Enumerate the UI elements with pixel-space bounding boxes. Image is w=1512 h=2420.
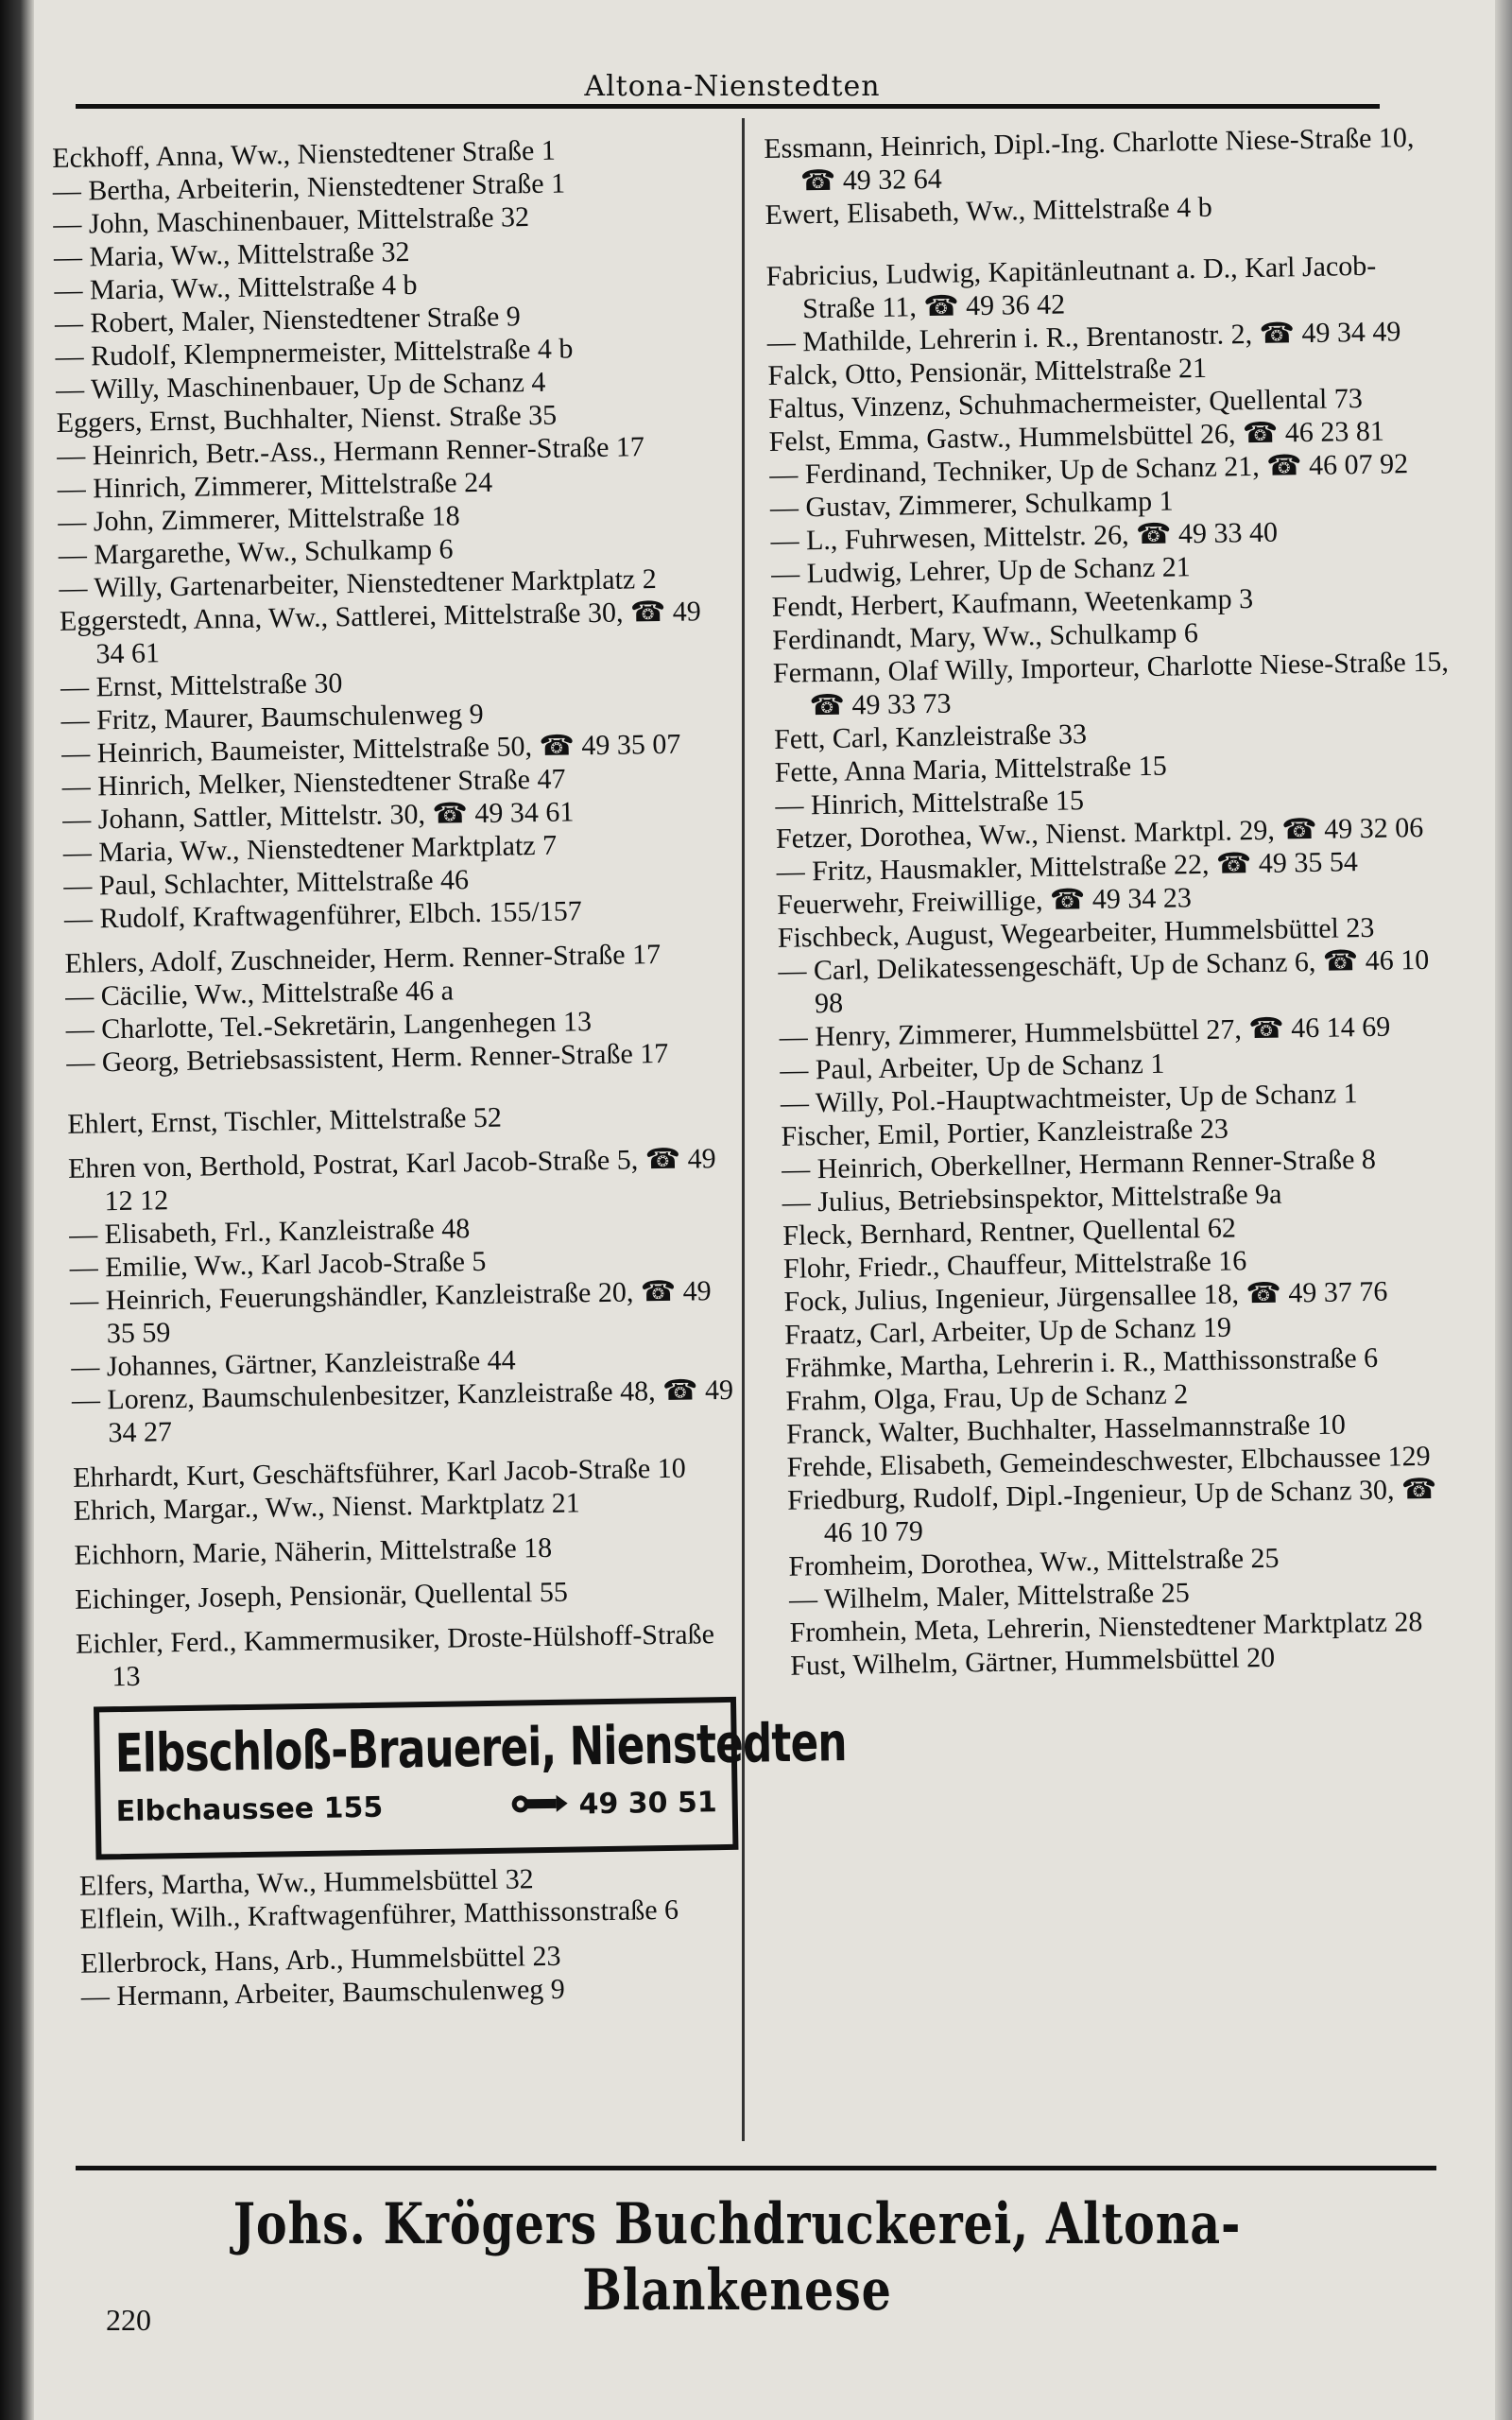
directory-entry: — Heinrich, Feuerungshändler, Kanzleistraße 20, ☎ 49 35 59	[70, 1275, 712, 1350]
directory-entry: — Ferdinand, Techniker, Up de Schanz 21, ☎ 46 07 92	[769, 448, 1409, 491]
page-number: 220	[106, 2303, 151, 2337]
right-entries	[764, 120, 1471, 1682]
left-entries	[52, 131, 747, 1694]
directory-entry: Falck, Otto, Pensionär, Mittelstraße 21	[767, 352, 1208, 391]
left-entries-after-ad	[79, 1859, 752, 2014]
directory-entry: Fett, Carl, Kanzleistraße 33	[773, 718, 1088, 755]
directory-entry: Ewert, Elisabeth, Ww., Mittelstraße 4 b	[765, 191, 1212, 231]
ad-address: Elbchaussee 155	[115, 1790, 384, 1829]
directory-entry: Essmann, Heinrich, Dipl.-Ing. Charlotte Niese-Straße 10, ☎ 49 32 64	[764, 121, 1415, 198]
directory-entry: — Hinrich, Melker, Nienstedtener Straße 47	[61, 763, 566, 803]
directory-entry: Fabricius, Ludwig, Kapitänleutnant a. D., Karl Jacob-Straße 11, ☎ 49 36 42	[765, 250, 1377, 325]
bottom-rule	[76, 2166, 1436, 2170]
telephone-icon	[510, 1789, 570, 1823]
directory-entry: Fleck, Bernhard, Rentner, Quellental 62	[782, 1212, 1237, 1252]
left-column	[52, 131, 848, 2014]
ad-phone-number: 49 30 51	[578, 1786, 717, 1822]
directory-entry: — Hinrich, Zimmerer, Mittelstraße 24	[57, 466, 493, 505]
directory-entry: — Paul, Schlachter, Mittelstraße 46	[63, 864, 470, 902]
top-rule	[76, 104, 1380, 109]
directory-entry: — Hermann, Arbeiter, Baumschulenweg 9	[80, 1973, 566, 2013]
directory-entry: Eggers, Ernst, Buchhalter, Nienst. Straße 35	[56, 399, 558, 439]
directory-entry: — John, Zimmerer, Mittelstraße 18	[58, 500, 460, 538]
directory-entry: — Maria, Ww., Mittelstraße 32	[53, 236, 410, 273]
directory-entry: — Carl, Delikatessengeschäft, Up de Schanz 6, ☎ 46 10 98	[778, 943, 1430, 1020]
directory-entry: Fock, Julius, Ingenieur, Jürgensallee 18, ☎ 49 37 76	[783, 1275, 1388, 1318]
directory-entry: — Cäcilie, Ww., Mittelstraße 46 a	[64, 975, 455, 1012]
directory-entry: — Julius, Betriebsinspektor, Mittelstraße 9a	[782, 1178, 1282, 1219]
directory-entry: — Wilhelm, Maler, Mittelstraße 25	[788, 1577, 1190, 1616]
directory-entry: Elflein, Wilh., Kraftwagenführer, Matthissonstraße 6	[79, 1893, 679, 1935]
directory-entry: Flohr, Friedr., Chauffeur, Mittelstraße 16	[782, 1245, 1247, 1285]
ad-title: Elbschloß-Brauerei, Nienstedten	[114, 1712, 848, 1786]
directory-entry: — Rudolf, Kraftwagenführer, Elbch. 155/157	[63, 895, 582, 935]
directory-entry: — Henry, Zimmerer, Hummelsbüttel 27, ☎ 46 14 69	[779, 1011, 1391, 1053]
brewery-advertisement	[94, 1697, 848, 1860]
directory-entry: — Emilie, Ww., Karl Jacob-Straße 5	[69, 1245, 487, 1284]
directory-entry: Ehlert, Ernst, Tischler, Mittelstraße 52	[67, 1101, 503, 1140]
directory-entry: Eckhoff, Anna, Ww., Nienstedtener Straße 1	[52, 134, 557, 174]
directory-entry: — Hinrich, Mittelstraße 15	[775, 785, 1085, 821]
directory-entry: — Mathilde, Lehrerin i. R., Brentanostr. 2, ☎ 49 34 49	[766, 316, 1401, 358]
directory-entry: — Fritz, Hausmakler, Mittelstraße 22, ☎ 49 35 54	[776, 846, 1359, 888]
directory-entry: Fischer, Emil, Portier, Kanzleistraße 23	[781, 1113, 1229, 1152]
directory-entry: Eichinger, Joseph, Pensionär, Quellental 55	[74, 1576, 569, 1616]
directory-entry: Frehde, Elisabeth, Gemeindeschwester, Elbchaussee 129	[786, 1440, 1431, 1483]
directory-entry: — Elisabeth, Frl., Kanzleistraße 48	[68, 1213, 471, 1251]
ad-contact-row	[115, 1786, 716, 1828]
directory-entry: Frahm, Olga, Frau, Up de Schanz 2	[785, 1378, 1189, 1417]
page-binding-shadow	[0, 0, 34, 2420]
directory-entry: Ellerbrock, Hans, Arb., Hummelsbüttel 23	[80, 1940, 561, 1979]
directory-entry: — Maria, Ww., Mittelstraße 4 b	[54, 268, 418, 306]
directory-entry: Elfers, Martha, Ww., Hummelsbüttel 32	[78, 1863, 534, 1902]
directory-entry: — Georg, Betriebsassistent, Herm. Renner-Straße 17	[66, 1037, 669, 1079]
directory-entry: Fraatz, Carl, Arbeiter, Up de Schanz 19	[783, 1311, 1232, 1351]
directory-entry: — Willy, Gartenarbeiter, Nienstedtener Marktplatz 2	[59, 563, 657, 604]
directory-entry: Faltus, Vinzenz, Schuhmachermeister, Quellental 73	[767, 382, 1364, 424]
directory-entry: Fendt, Herbert, Kaufmann, Weetenkamp 3	[771, 583, 1254, 623]
directory-entry: — Ernst, Mittelstraße 30	[60, 667, 343, 703]
directory-entry: — Johannes, Gärtner, Kanzleistraße 44	[71, 1344, 516, 1383]
directory-entry: Feuerwehr, Freiwillige, ☎ 49 34 23	[776, 882, 1193, 921]
page-right-edge	[1495, 0, 1512, 2420]
directory-entry: — Heinrich, Oberkellner, Hermann Renner-Straße 8	[781, 1143, 1377, 1185]
directory-entry: Ehrich, Margar., Ww., Nienst. Marktplatz 21	[73, 1487, 580, 1527]
running-head: Altona-Nienstedten	[584, 70, 881, 103]
directory-entry: Friedburg, Rudolf, Dipl.-Ingenieur, Up de Schanz 30, ☎ 46 10 79	[786, 1473, 1437, 1549]
right-column	[764, 120, 1471, 1682]
directory-entry: Fetzer, Dorothea, Ww., Nienst. Marktpl. 29, ☎ 49 32 06	[775, 811, 1424, 855]
directory-entry: Ferdinandt, Mary, Ww., Schulkamp 6	[772, 617, 1199, 656]
directory-entry: — Rudolf, Klempnermeister, Mittelstraße 4 b	[55, 333, 574, 372]
directory-entry: — Lorenz, Baumschulenbesitzer, Kanzleistraße 48, ☎ 49 34 27	[71, 1374, 734, 1449]
directory-entry: — Gustav, Zimmerer, Schulkamp 1	[769, 485, 1174, 524]
directory-entry: Fromhein, Meta, Lehrerin, Nienstedtener Marktplatz 28	[789, 1606, 1423, 1649]
directory-entry: — Paul, Arbeiter, Up de Schanz 1	[780, 1047, 1165, 1086]
directory-entry: Fischbeck, August, Wegearbeiter, Hummelsbüttel 23	[777, 911, 1375, 954]
directory-entry: — Margarethe, Ww., Schulkamp 6	[58, 533, 454, 571]
directory-entry: Franck, Walter, Buchhalter, Hasselmannstraße 10	[785, 1409, 1347, 1450]
directory-entry: Fromheim, Dorothea, Ww., Mittelstraße 25	[788, 1542, 1280, 1582]
directory-entry: Fermann, Olaf Willy, Importeur, Charlotte Niese-Straße 15, ☎ 49 33 73	[772, 646, 1450, 722]
directory-entry: Fette, Anna Maria, Mittelstraße 15	[774, 750, 1167, 788]
directory-entry: — Willy, Pol.-Hauptwachtmeister, Up de Schanz 1	[780, 1078, 1358, 1119]
directory-entry: Frähmke, Martha, Lehrerin i. R., Matthissonstraße 6	[784, 1341, 1379, 1384]
printer-imprint: Johs. Krögers Buchdruckerei, Altona-Blankenese	[232, 2191, 1242, 2324]
directory-entry: Ehren von, Berthold, Postrat, Karl Jacob-Straße 5, ☎ 49 12 12	[67, 1143, 716, 1218]
directory-entry: Eggerstedt, Anna, Ww., Sattlerei, Mittelstraße 30, ☎ 49 34 61	[59, 596, 702, 670]
directory-entry: Felst, Emma, Gastw., Hummelsbüttel 26, ☎ 46 23 81	[768, 415, 1385, 458]
directory-entry: — Ludwig, Lehrer, Up de Schanz 21	[770, 551, 1192, 590]
directory-entry: Fust, Wilhelm, Gärtner, Hummelsbüttel 20	[790, 1641, 1276, 1682]
directory-entry: — Heinrich, Baumeister, Mittelstraße 50, ☎ 49 35 07	[60, 728, 681, 769]
ad-telephone	[510, 1786, 717, 1822]
directory-entry: Eichler, Ferd., Kammermusiker, Droste-Hülshoff-Straße 13	[75, 1618, 715, 1693]
directory-entry: — Fritz, Maurer, Baumschulenweg 9	[60, 698, 484, 736]
directory-entry: — John, Maschinenbauer, Mittelstraße 32	[53, 201, 530, 240]
directory-entry: — Charlotte, Tel.-Sekretärin, Langenhegen 13	[65, 1006, 593, 1046]
directory-entry: Eichhorn, Marie, Näherin, Mittelstraße 18	[74, 1531, 553, 1571]
directory-entry: — Robert, Maler, Nienstedtener Straße 9	[54, 301, 522, 339]
directory-entry: — Johann, Sattler, Mittelstr. 30, ☎ 49 34 61	[62, 796, 575, 836]
directory-entry: — Bertha, Arbeiterin, Nienstedtener Straße 1	[52, 167, 566, 207]
directory-entry: — L., Fuhrwesen, Mittelstr. 26, ☎ 49 33 40	[770, 516, 1279, 557]
directory-entry: — Heinrich, Betr.-Ass., Hermann Renner-Straße 17	[56, 431, 645, 472]
directory-entry: Ehrhardt, Kurt, Geschäftsführer, Karl Jacob-Straße 10	[72, 1452, 686, 1494]
directory-entry: Ehlers, Adolf, Zuschneider, Herm. Renner-Straße 17	[64, 938, 662, 979]
directory-entry: — Maria, Ww., Nienstedtener Marktplatz 7	[62, 829, 558, 869]
directory-entry: — Willy, Maschinenbauer, Up de Schanz 4	[55, 366, 546, 406]
